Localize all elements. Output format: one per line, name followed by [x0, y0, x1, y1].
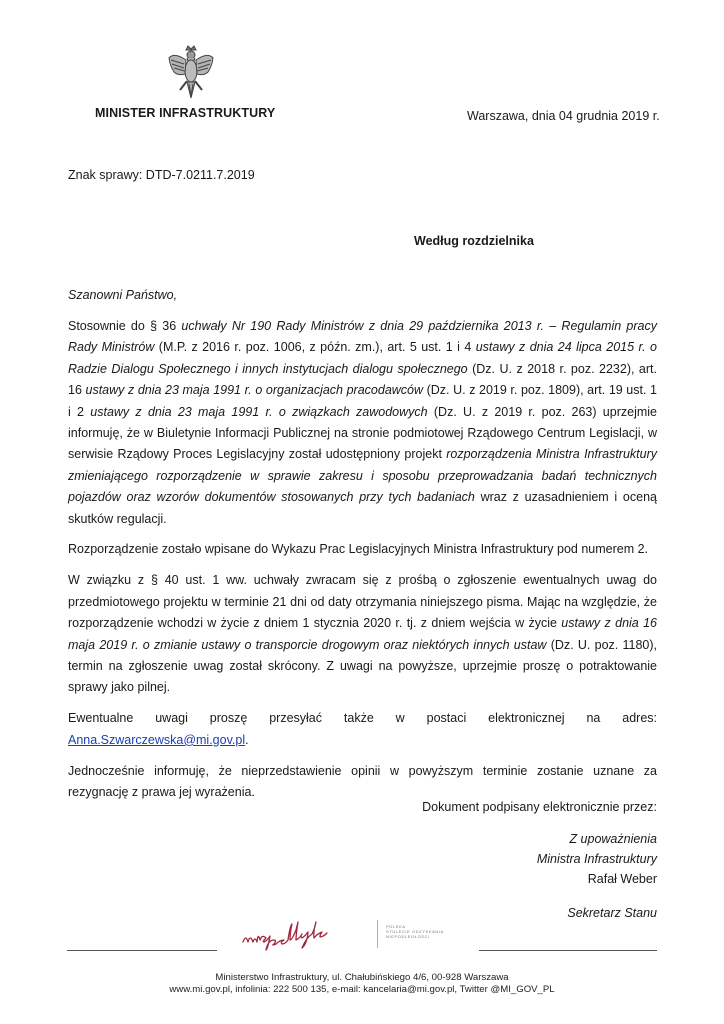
paragraph-1: Stosownie do § 36 uchwały Nr 190 Rady Ministrów z dnia 29 października 2013 r. – Regulamin pracy Rady Ministrów (M.P. z 2016 r. poz. 1006, z późn. zm.), art. 5 ust. 1 i 4 ustawy z dnia 24 lipca 2015 r. o Radzie Dialogu Społecznego i innych instytucjach dialogu społecznego (Dz. U. z 2018 r. poz. 2232), art. 16 ustawy z dnia 23 maja 1991 r. o organizacjach pracodawców (Dz. U. z 2019 r. poz. 1809), art. 19 ust. 1 i 2 ustawy z dnia 23 maja 1991 r. o związkach zawodowych (Dz. U. z 2019 r. poz. 263) uprzejmie informuję, że w Biuletynie Informacji Publicznej na stronie podmiotowej Rządowego Centrum Legislacji, w serwisie Rządowy Proces Legislacyjny został udostępniony projekt rozporządzenia Ministra Infrastruktury zmieniającego rozporządzenie w sprawie zakresu i sposobu przeprowadzania badań technicznych pojazdów oraz wzorów dokumentów stosowanych przy tych badaniach wraz z uzasadnieniem i oceną skutków regulacji. [68, 318, 658, 526]
signature-block [357, 797, 657, 923]
on-behalf: Ministra Infrastruktury [536, 852, 657, 866]
recipient: Według rozdzielnika [414, 234, 534, 248]
footer-divider-right [479, 950, 657, 951]
paragraph-5: Jednocześnie informuję, że nieprzedstawienie opinii w powyższym terminie zostanie uznane za rezygnację z prawa jej wyrażenia. [68, 763, 657, 800]
signer-name: Rafał Weber [587, 872, 657, 886]
place-and-date: Warszawa, dnia 04 grudnia 2019 r. [467, 109, 660, 123]
footer-divider-left [67, 950, 217, 951]
paragraph-2: Rozporządzenie zostało wpisane do Wykazu Prac Legislacyjnych Ministra Infrastruktury pod numerem 2. [68, 542, 649, 557]
letter-body [68, 285, 657, 813]
ministry-name: MINISTER INFRASTRUKTURY [95, 106, 276, 120]
paragraph-4: Ewentualne uwagi proszę przesyłać także w postaci elektronicznej na adres: Anna.Szwarczewska@mi.gov.pl. [68, 711, 657, 747]
signed-by-label: Dokument podpisany elektronicznie przez: [422, 800, 657, 814]
paragraph-3: W związku z § 40 ust. 1 ww. uchwały zwracam się z prośbą o zgłoszenie ewentualnych uwag do przedmiotowego projektu w terminie 21 dni od daty otrzymania niniejszego pisma. Mając na względzie, że rozporządzenie wchodzi w życie z dniem 1 stycznia 2020 r. tj. z dniem wejścia w życie ustawy z dnia 16 maja 2019 r. o zmianie ustawy o transporcie drogowym oraz niektórych innych ustaw (Dz. U. poz. 1180), termin na zgłoszenie uwag został skrócony. Z uwagi na powyższe, uprzejmie proszę o potraktowanie sprawy jako pilnej. [68, 573, 658, 695]
logo-separator [377, 920, 378, 948]
footer-address: Ministerstwo Infrastruktury, ul. Chałubińskiego 4/6, 00-928 Warszawa [215, 972, 509, 983]
authorization: Z upoważnienia [569, 832, 657, 846]
logo-caption: POLSKA STULECIE ODZYSKANIA NIEPODLEGŁOŚCI [386, 924, 444, 939]
footer-contact: www.mi.gov.pl, infolinia: 222 500 135, e-mail: kancelaria@mi.gov.pl, Twitter @MI_GOV_PL [169, 984, 555, 995]
case-reference: Znak sprawy: DTD-7.0211.7.2019 [68, 168, 255, 182]
signer-role: Sekretarz Stanu [567, 906, 657, 920]
email-link[interactable]: Anna.Szwarczewska@mi.gov.pl [68, 732, 246, 747]
footer [0, 972, 724, 996]
greeting: Szanowni Państwo, [68, 288, 178, 302]
polish-eagle-emblem-icon [166, 44, 216, 100]
